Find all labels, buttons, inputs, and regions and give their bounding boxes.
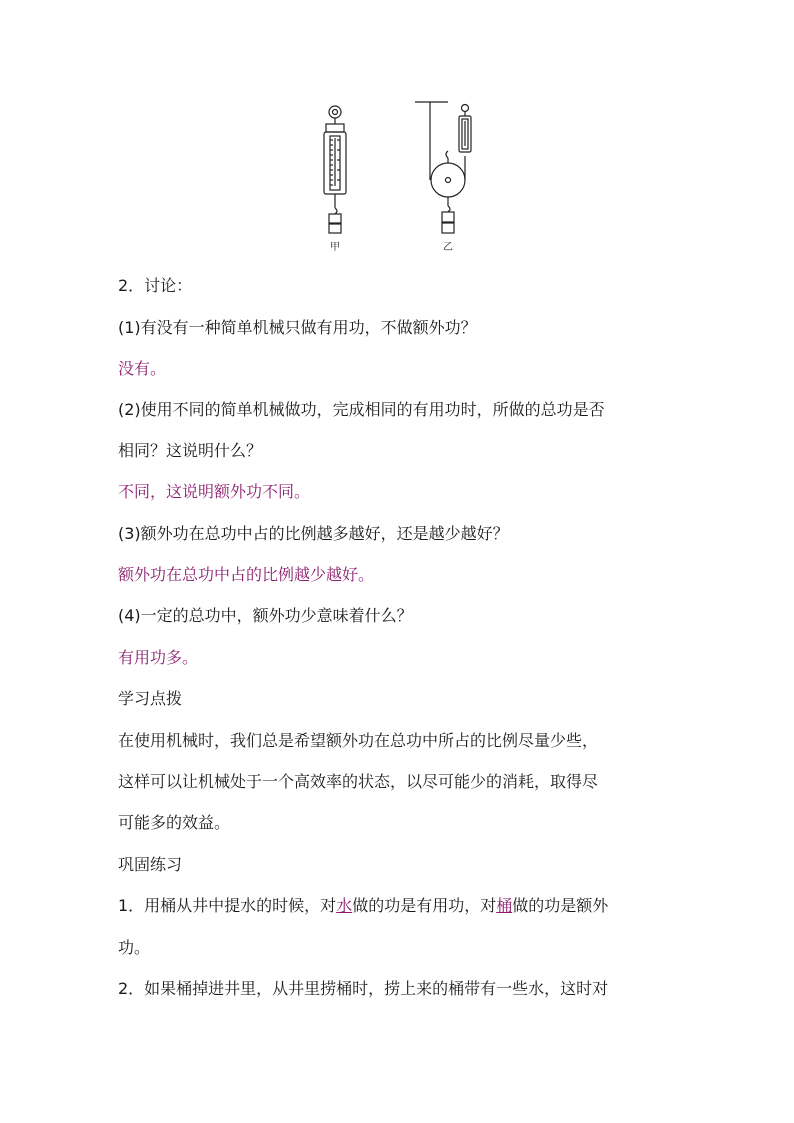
question-3: (3)额外功在总功中占的比例越多越好，还是越少越好？ xyxy=(118,524,509,543)
question-1: (1)有没有一种简单机械只做有用功，不做额外功？ xyxy=(118,318,477,337)
answer-2: 不同，这说明额外功不同。 xyxy=(118,482,311,501)
spring-scale-figure xyxy=(300,98,500,258)
exercise-1-line-2: 功。 xyxy=(118,938,151,957)
question-4: (4)一定的总功中，额外功少意味着什么？ xyxy=(118,606,413,625)
exercise-1-line-1 xyxy=(118,896,608,916)
tips-paragraph-line-3: 可能多的效益。 xyxy=(118,813,231,832)
answer-3: 额外功在总功中占的比例越少越好。 xyxy=(118,565,375,584)
section-heading-tips: 学习点拨 xyxy=(118,689,183,708)
tips-paragraph-line-1: 在使用机械时，我们总是希望额外功在总功中所占的比例尽量少些， xyxy=(118,731,599,750)
exercise-1-text-a: 1．用桶从井中提水的时候，对 xyxy=(118,896,337,915)
figure-label-left: 甲 xyxy=(330,242,340,253)
apparatus-diagram xyxy=(300,98,500,258)
answer-4: 有用功多。 xyxy=(118,648,199,667)
exercise-1-blank-bucket: 桶 xyxy=(496,896,513,915)
question-2-line-1: (2)使用不同的简单机械做功，完成相同的有用功时，所做的总功是否 xyxy=(118,400,605,419)
figure-label-right: 乙 xyxy=(443,242,453,253)
exercise-1-blank-water: 水 xyxy=(336,896,353,915)
answer-1: 没有。 xyxy=(118,359,167,378)
tips-paragraph-line-2: 这样可以让机械处于一个高效率的状态，以尽可能少的消耗，取得尽 xyxy=(118,772,599,791)
question-2-line-2: 相同？这说明什么？ xyxy=(118,441,263,460)
exercise-1-text-b: 做的功是有用功，对 xyxy=(352,896,497,915)
section-heading-discussion: 2．讨论： xyxy=(118,276,193,295)
section-heading-practice: 巩固练习 xyxy=(118,855,183,874)
exercise-2-line-1: 2．如果桶掉进井里，从井里捞桶时，捞上来的桶带有一些水，这时对 xyxy=(118,979,609,998)
exercise-1-text-c: 做的功是额外 xyxy=(512,896,609,915)
